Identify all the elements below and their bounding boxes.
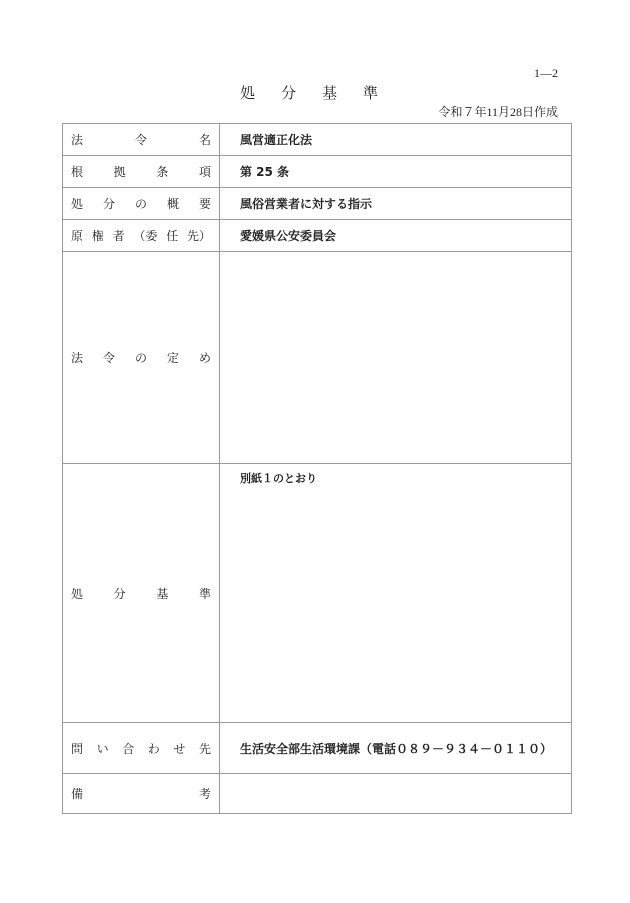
label-char: 分 xyxy=(113,586,126,601)
label-char: 準 xyxy=(198,586,211,601)
title-char: 基 xyxy=(322,84,338,102)
label-char: 法 xyxy=(71,133,84,147)
label-char: 条 xyxy=(156,165,169,179)
disposition-standard-value: 別紙１のとおり xyxy=(220,464,572,723)
label-char: 処 xyxy=(71,586,84,601)
label-char: い xyxy=(96,741,109,756)
label-char: 名 xyxy=(198,133,211,147)
label-char: の xyxy=(134,351,147,365)
remarks-value xyxy=(220,774,572,814)
label-char: 根 xyxy=(71,165,84,179)
label-char: 先） xyxy=(186,229,211,243)
title-char: 処 xyxy=(240,84,256,102)
label-char: 処 xyxy=(71,197,84,211)
table-row-remarks xyxy=(63,774,572,814)
disposition-standard-table xyxy=(62,123,572,814)
label-char: わ xyxy=(147,741,160,756)
label-char: 考 xyxy=(198,787,211,801)
label-char: 合 xyxy=(122,741,135,756)
label-char: 備 xyxy=(71,787,84,801)
label-char: 令 xyxy=(134,133,147,147)
label-char: （委 xyxy=(133,229,158,243)
disposition-summary-value: 風俗営業者に対する指示 xyxy=(220,188,572,220)
label-char: 問 xyxy=(71,741,84,756)
label-char: せ xyxy=(173,741,186,756)
label-char: 原 xyxy=(71,229,84,243)
label-char: 定 xyxy=(166,351,179,365)
label-char: の xyxy=(134,197,147,211)
title-char: 分 xyxy=(281,84,297,102)
table-row-basis-article xyxy=(63,156,572,188)
label-char: 法 xyxy=(71,351,84,365)
label-char: 要 xyxy=(198,197,211,211)
row-label xyxy=(63,723,220,774)
table-row-disposition-standard xyxy=(63,464,572,723)
row-label xyxy=(63,188,220,220)
contact-value: 生活安全部生活環境課（電話０８９－９３４－０１１０） xyxy=(220,723,572,774)
label-char: 項 xyxy=(198,165,211,179)
table-row-law-name xyxy=(63,124,572,156)
row-label xyxy=(63,774,220,814)
row-label xyxy=(63,252,220,464)
table-row-authority xyxy=(63,220,572,252)
document-title xyxy=(240,82,404,103)
created-date: 令和７年11月28日作成 xyxy=(438,105,558,119)
page-number: 1—2 xyxy=(534,66,558,80)
label-char: 基 xyxy=(156,586,169,601)
label-char: め xyxy=(198,351,211,365)
authority-value: 愛媛県公安委員会 xyxy=(220,220,572,252)
row-label xyxy=(63,124,220,156)
title-char: 準 xyxy=(363,84,379,102)
law-name-value: 風営適正化法 xyxy=(220,124,572,156)
label-char: 任 xyxy=(166,229,179,243)
label-char: 者 xyxy=(112,229,125,243)
label-char: 分 xyxy=(102,197,115,211)
label-char: 権 xyxy=(91,229,104,243)
label-char: 令 xyxy=(102,351,115,365)
basis-article-value: 第 25 条 xyxy=(220,156,572,188)
table-row-disposition-summary xyxy=(63,188,572,220)
row-label xyxy=(63,220,220,252)
table-row-law-provisions xyxy=(63,252,572,464)
label-char: 拠 xyxy=(113,165,126,179)
law-provisions-value xyxy=(220,252,572,464)
row-label xyxy=(63,156,220,188)
label-char: 先 xyxy=(198,741,211,756)
label-char: 概 xyxy=(166,197,179,211)
table-row-contact xyxy=(63,723,572,774)
row-label xyxy=(63,464,220,723)
